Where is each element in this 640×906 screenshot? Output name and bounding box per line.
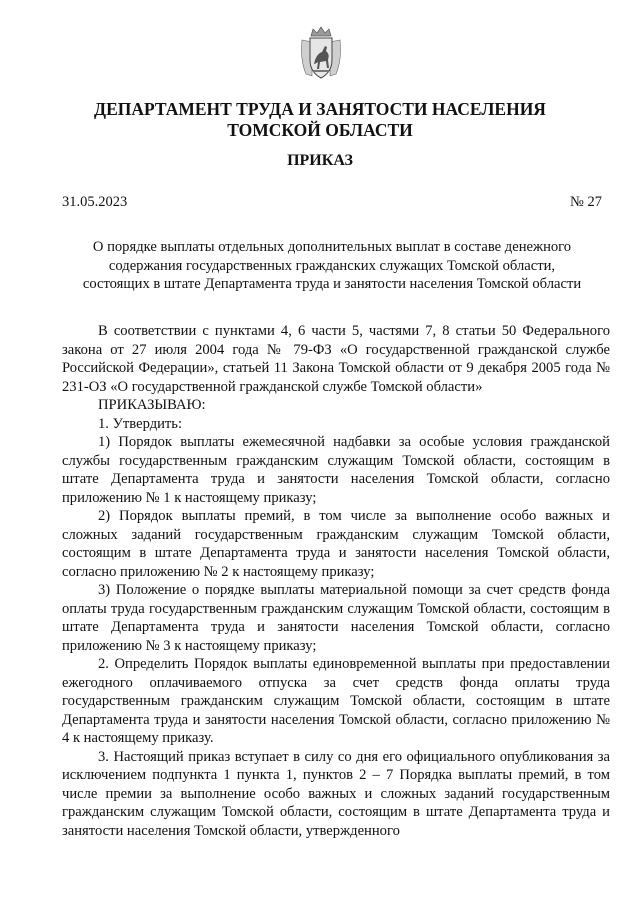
item-1-1-paragraph: 1) Порядок выплаты ежемесячной надбавки за особые условия гражданской службы государственным гражданским служащим Томской области, состоящим в штате Департамента труда и занятости населения Томской области, согласно приложению № 1 к настоящему приказу;: [62, 434, 610, 506]
subject-line1: О порядке выплаты отдельных дополнительных выплат в составе денежного: [92, 239, 572, 255]
item-2-paragraph: 2. Определить Порядок выплаты единовременной выплаты при предоставлении ежегодного оплачиваемого отпуска за счет средств фонда оплаты труда государственным гражданским служащим Томской области, состоящим в штате Департамента труда и занятости населения Томской области, согласно приложению № 4 к настоящему приказу.: [62, 656, 610, 746]
item-1-title: 1. Утвердить:: [98, 415, 183, 432]
document-type: ПРИКАЗ: [287, 152, 353, 169]
subject-line3: состоящих в штате Департамента труда и занятости населения Томской области: [82, 276, 582, 292]
document-date: 31.05.2023: [62, 194, 128, 210]
document-subject: [66, 238, 598, 294]
subject-line2: содержания государственных гражданских служащих Томской области,: [108, 257, 556, 274]
document-number: № 27: [570, 194, 602, 210]
tomsk-region-coat-of-arms-icon: [298, 26, 344, 82]
organization-name-line2: ТОМСКОЙ ОБЛАСТИ: [227, 120, 413, 140]
organization-name-line1: ДЕПАРТАМЕНТ ТРУДА И ЗАНЯТОСТИ НАСЕЛЕНИЯ: [94, 99, 546, 119]
preamble-paragraph: В соответствии с пунктами 4, 6 части 5, частями 7, 8 статьи 50 Федерального закона от 27 июля 2004 года № 79-ФЗ «О государственной гражданской службе Российской Федерации», статьей 11 Закона Томской области от 9 декабря 2005 года № 231-ОЗ «О государственной гражданской службе Томской области»: [62, 323, 610, 395]
document-body: [62, 322, 610, 840]
item-1-2-paragraph: 2) Порядок выплаты премий, в том числе за выполнение особо важных и сложных заданий государственным гражданским служащим Томской области, состоящим в штате Департамента труда и занятости населения Томской области, согласно приложению № 2 к настоящему приказу;: [62, 508, 610, 580]
order-word: ПРИКАЗЫВАЮ:: [98, 397, 206, 413]
item-3-paragraph: 3. Настоящий приказ вступает в силу со дня его официального опубликования за исключением подпункта 1 пункта 1, пунктов 2 – 7 Порядка выплаты премий, в том числе премии за выполнение особо важных и сложных заданий государственным гражданским служащим Томской области, состоящим в штате Департамента труда и занятости населения Томской области, утвержденного: [62, 748, 610, 839]
item-1-3-paragraph: 3) Положение о порядке выплаты материальной помощи за счет средств фонда оплаты труда государственным гражданским служащим Томской области, состоящим в штате Департамента труда и занятости населения Томской области, согласно приложению № 3 к настоящему приказу;: [62, 582, 610, 654]
organization-name: [60, 99, 580, 141]
